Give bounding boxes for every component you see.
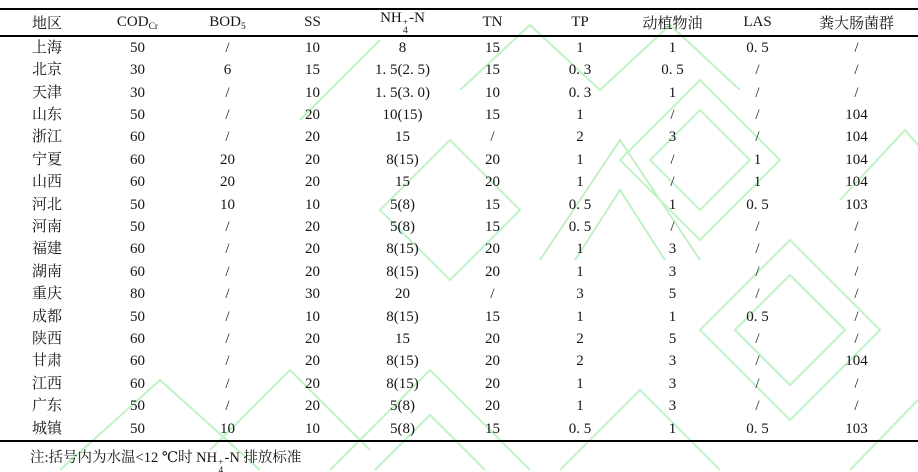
cell-nh4-n: 1. 5(3. 0): [375, 84, 430, 101]
cell-fecal-coliform: 104: [845, 174, 868, 191]
cell-fecal-coliform: 104: [845, 107, 868, 124]
cell-bod-5: /: [225, 129, 230, 146]
cell-las: /: [755, 241, 760, 258]
cell-ss: 10: [305, 420, 320, 437]
column-header-fecal-coliform: 粪大肠菌群: [818, 16, 894, 33]
cell-tp: 0. 5: [568, 219, 592, 235]
table-row: [0, 283, 918, 305]
cell-tn: 20: [485, 375, 500, 392]
cell-region: 陕西: [32, 330, 63, 347]
cell-animal-vegetable-oil: 3: [668, 375, 677, 392]
cell-bod-5: /: [225, 286, 230, 303]
cell-bod-5: 10: [220, 196, 235, 213]
cell-las: /: [755, 219, 760, 235]
cell-bod-5: /: [225, 398, 230, 415]
cell-fecal-coliform: 104: [845, 129, 868, 146]
table-row: [0, 149, 918, 171]
cell-cod-cr: 50: [130, 308, 145, 325]
cell-cod-cr: 50: [130, 107, 145, 124]
cell-cod-cr: 60: [130, 241, 145, 258]
cell-nh4-n: 15: [395, 330, 410, 347]
cell-ss: 20: [305, 151, 320, 168]
cell-region: 城镇: [32, 420, 63, 437]
table-row: [0, 60, 918, 82]
cell-las: /: [755, 375, 760, 392]
cell-ss: 20: [305, 398, 320, 415]
table-row: [0, 82, 918, 104]
cell-cod-cr: 50: [130, 39, 145, 56]
cell-tn: 20: [485, 241, 500, 258]
cell-cod-cr: 50: [130, 219, 145, 235]
column-header-ss: SS: [304, 14, 321, 31]
cell-tn: 15: [485, 308, 500, 325]
cell-animal-vegetable-oil: 1: [668, 196, 677, 213]
cell-las: /: [755, 286, 760, 303]
cell-las: 1: [753, 151, 762, 168]
cell-fecal-coliform: 103: [845, 420, 868, 437]
cell-las: /: [755, 84, 760, 101]
cell-region: 江西: [32, 375, 63, 392]
column-header-animal-vegetable-oil: 动植物油: [642, 16, 703, 33]
stacked-sup-sub: + 4: [218, 458, 224, 472]
table-row: [0, 261, 918, 283]
cell-tp: 1: [576, 398, 584, 415]
cell-nh4-n: 8(15): [386, 151, 419, 168]
table-row: [0, 239, 918, 261]
cell-tn: 20: [485, 398, 500, 415]
cell-ss: 10: [305, 196, 320, 213]
cell-nh4-n: 8(15): [386, 353, 419, 370]
cell-animal-vegetable-oil: 1: [668, 39, 677, 56]
cell-region: 湖南: [32, 263, 63, 280]
cell-tp: 0. 5: [568, 420, 592, 437]
cell-fecal-coliform: /: [854, 39, 859, 56]
cell-las: 1: [753, 174, 762, 191]
cell-region: 广东: [32, 398, 63, 415]
footnote: [30, 446, 301, 472]
cell-animal-vegetable-oil: /: [670, 174, 675, 191]
cell-fecal-coliform: 104: [845, 151, 868, 168]
cell-tp: 2: [576, 353, 584, 370]
cell-tp: 0. 3: [568, 84, 592, 101]
cell-nh4-n: 1. 5(2. 5): [375, 62, 430, 79]
cell-tp: 0. 5: [568, 196, 592, 213]
cell-nh4-n: 20: [395, 286, 410, 303]
stacked-sup-sub: + 4: [402, 18, 409, 36]
cell-las: /: [755, 353, 760, 370]
table-row: [0, 373, 918, 395]
cell-tp: 1: [576, 174, 584, 191]
cell-las: 0. 5: [746, 420, 769, 437]
cell-animal-vegetable-oil: 0. 5: [661, 62, 684, 79]
cell-cod-cr: 30: [130, 62, 145, 79]
cell-ss: 30: [305, 286, 320, 303]
cell-cod-cr: 60: [130, 353, 145, 370]
cell-region: 重庆: [32, 286, 63, 303]
cell-las: /: [755, 62, 760, 79]
cell-las: 0. 5: [746, 196, 769, 213]
cell-tp: 1: [576, 308, 584, 325]
table-row: [0, 36, 918, 59]
cell-nh4-n: 15: [395, 174, 410, 191]
cell-cod-cr: 80: [130, 286, 145, 303]
cell-cod-cr: 50: [130, 398, 145, 415]
table-row: [0, 216, 918, 238]
cell-cod-cr: 50: [130, 420, 145, 437]
cell-ss: 20: [305, 375, 320, 392]
cell-fecal-coliform: /: [854, 330, 859, 347]
cell-ss: 20: [305, 263, 320, 280]
column-header-nh4-n: NH + 4 -N: [380, 10, 425, 36]
cell-tp: 1: [576, 39, 584, 56]
cell-cod-cr: 60: [130, 129, 145, 146]
cell-animal-vegetable-oil: /: [670, 219, 675, 235]
cell-animal-vegetable-oil: 5: [668, 330, 677, 347]
cell-tp: 1: [576, 107, 584, 124]
cell-animal-vegetable-oil: 3: [668, 241, 677, 258]
cell-region: 成都: [32, 308, 63, 325]
cell-tn: 20: [485, 263, 500, 280]
table-row: [0, 194, 918, 216]
cell-ss: 20: [305, 330, 320, 347]
cell-ss: 20: [305, 174, 320, 191]
cell-animal-vegetable-oil: 3: [668, 398, 677, 415]
cell-bod-5: /: [225, 308, 230, 325]
cell-tn: 15: [485, 39, 500, 56]
cell-bod-5: /: [225, 39, 230, 56]
cell-fecal-coliform: /: [854, 241, 859, 258]
cell-tp: 0. 3: [568, 62, 592, 79]
cell-nh4-n: 10(15): [382, 107, 423, 124]
cell-cod-cr: 60: [130, 375, 145, 392]
cell-tn: /: [490, 286, 495, 303]
cell-tn: 15: [485, 219, 500, 235]
cell-bod-5: 20: [220, 151, 235, 168]
cell-animal-vegetable-oil: /: [670, 107, 675, 124]
cell-nh4-n: 5(8): [390, 420, 415, 437]
table-row: [0, 418, 918, 441]
table-row: [0, 328, 918, 350]
cell-tp: 2: [576, 129, 584, 146]
cell-ss: 20: [305, 241, 320, 258]
cell-fecal-coliform: /: [854, 263, 859, 280]
cell-fecal-coliform: /: [854, 375, 859, 392]
emission-standards-table: [0, 8, 918, 442]
column-header-cod-cr: $COD_{Cr}$: [116, 13, 159, 32]
cell-cod-cr: 50: [130, 196, 145, 213]
column-header-bod-5: $BOD_5$: [209, 13, 246, 32]
cell-tn: 15: [485, 196, 500, 213]
column-header-region: 地区: [32, 16, 63, 33]
cell-tn: 15: [485, 107, 500, 124]
cell-nh4-n: 5(8): [390, 398, 415, 415]
cell-tn: 20: [485, 330, 500, 347]
cell-tp: 1: [576, 151, 584, 168]
cell-cod-cr: 60: [130, 151, 145, 168]
cell-ss: 20: [305, 129, 320, 146]
cell-fecal-coliform: /: [854, 398, 859, 415]
cell-bod-5: /: [225, 330, 230, 347]
cell-tn: 20: [485, 174, 500, 191]
cell-bod-5: 6: [223, 62, 232, 79]
cell-ss: 20: [305, 353, 320, 370]
cell-bod-5: /: [225, 107, 230, 124]
cell-animal-vegetable-oil: 5: [668, 286, 677, 303]
cell-fecal-coliform: /: [854, 84, 859, 101]
cell-animal-vegetable-oil: 1: [668, 308, 677, 325]
cell-las: 0. 5: [746, 39, 769, 56]
table-row: [0, 172, 918, 194]
header-row: [0, 9, 918, 36]
cell-cod-cr: 60: [130, 174, 145, 191]
cell-region: 北京: [32, 62, 63, 79]
cell-tn: /: [490, 129, 495, 146]
cell-tn: 15: [485, 420, 500, 437]
column-header-las: LAS: [743, 14, 772, 31]
cell-region: 宁夏: [32, 151, 63, 168]
cell-nh4-n: 15: [395, 129, 410, 146]
cell-nh4-n: 5(8): [390, 196, 415, 213]
cell-cod-cr: 60: [130, 330, 145, 347]
table-row: [0, 351, 918, 373]
cell-las: /: [755, 129, 760, 146]
cell-tn: 10: [485, 84, 500, 101]
cell-region: 河南: [32, 219, 63, 235]
cell-fecal-coliform: /: [854, 286, 859, 303]
cell-region: 福建: [32, 241, 63, 258]
cell-animal-vegetable-oil: /: [670, 151, 675, 168]
cell-bod-5: 10: [220, 420, 235, 437]
cell-nh4-n: 8(15): [386, 308, 419, 325]
cell-region: 天津: [32, 84, 63, 101]
cell-region: 甘肃: [32, 353, 63, 370]
cell-fecal-coliform: /: [854, 62, 859, 79]
cell-ss: 20: [305, 219, 320, 235]
cell-bod-5: /: [225, 375, 230, 392]
cell-fecal-coliform: /: [854, 308, 859, 325]
cell-nh4-n: 8(15): [386, 375, 419, 392]
footnote-text: 注:括号内为水温<12 ℃时 NH + 4 -N 排放标准: [30, 450, 301, 466]
cell-nh4-n: 8: [398, 39, 407, 56]
cell-tn: 20: [485, 353, 500, 370]
table-row: [0, 306, 918, 328]
cell-las: /: [755, 330, 760, 347]
cell-las: 0. 5: [746, 308, 769, 325]
table-row: [0, 127, 918, 149]
cell-region: 河北: [32, 196, 63, 213]
cell-bod-5: /: [225, 263, 230, 280]
cell-region: 上海: [32, 39, 63, 56]
cell-animal-vegetable-oil: 3: [668, 353, 677, 370]
cell-tn: 20: [485, 151, 500, 168]
cell-las: /: [755, 263, 760, 280]
cell-tp: 3: [576, 286, 584, 303]
cell-las: /: [755, 107, 760, 124]
cell-animal-vegetable-oil: 1: [668, 420, 677, 437]
cell-animal-vegetable-oil: 3: [668, 263, 677, 280]
table-row: [0, 395, 918, 417]
cell-las: /: [755, 398, 760, 415]
cell-cod-cr: 60: [130, 263, 145, 280]
cell-region: 浙江: [32, 129, 63, 146]
cell-nh4-n: 5(8): [390, 219, 415, 235]
cell-tp: 2: [576, 330, 584, 347]
cell-bod-5: /: [225, 219, 230, 235]
cell-nh4-n: 8(15): [386, 263, 419, 280]
cell-region: 山东: [32, 107, 63, 124]
cell-tp: 1: [576, 241, 584, 258]
column-header-tn: TN: [482, 14, 503, 31]
cell-animal-vegetable-oil: 3: [668, 129, 677, 146]
table-row: [0, 104, 918, 126]
cell-ss: 10: [305, 39, 320, 56]
cell-cod-cr: 30: [130, 84, 145, 101]
table-body: [0, 36, 918, 441]
cell-ss: 15: [305, 62, 320, 79]
cell-region: 山西: [32, 174, 63, 191]
cell-ss: 20: [305, 107, 320, 124]
cell-fecal-coliform: /: [854, 219, 859, 235]
cell-ss: 10: [305, 308, 320, 325]
cell-fecal-coliform: 104: [845, 353, 868, 370]
cell-bod-5: /: [225, 353, 230, 370]
cell-bod-5: 20: [220, 174, 235, 191]
cell-ss: 10: [305, 84, 320, 101]
cell-fecal-coliform: 103: [845, 196, 868, 213]
cell-animal-vegetable-oil: 1: [668, 84, 677, 101]
column-header-tp: TP: [571, 14, 589, 31]
cell-tn: 15: [485, 62, 500, 79]
cell-nh4-n: 8(15): [386, 241, 419, 258]
cell-bod-5: /: [225, 241, 230, 258]
cell-tp: 1: [576, 375, 584, 392]
cell-tp: 1: [576, 263, 584, 280]
cell-bod-5: /: [225, 84, 230, 101]
